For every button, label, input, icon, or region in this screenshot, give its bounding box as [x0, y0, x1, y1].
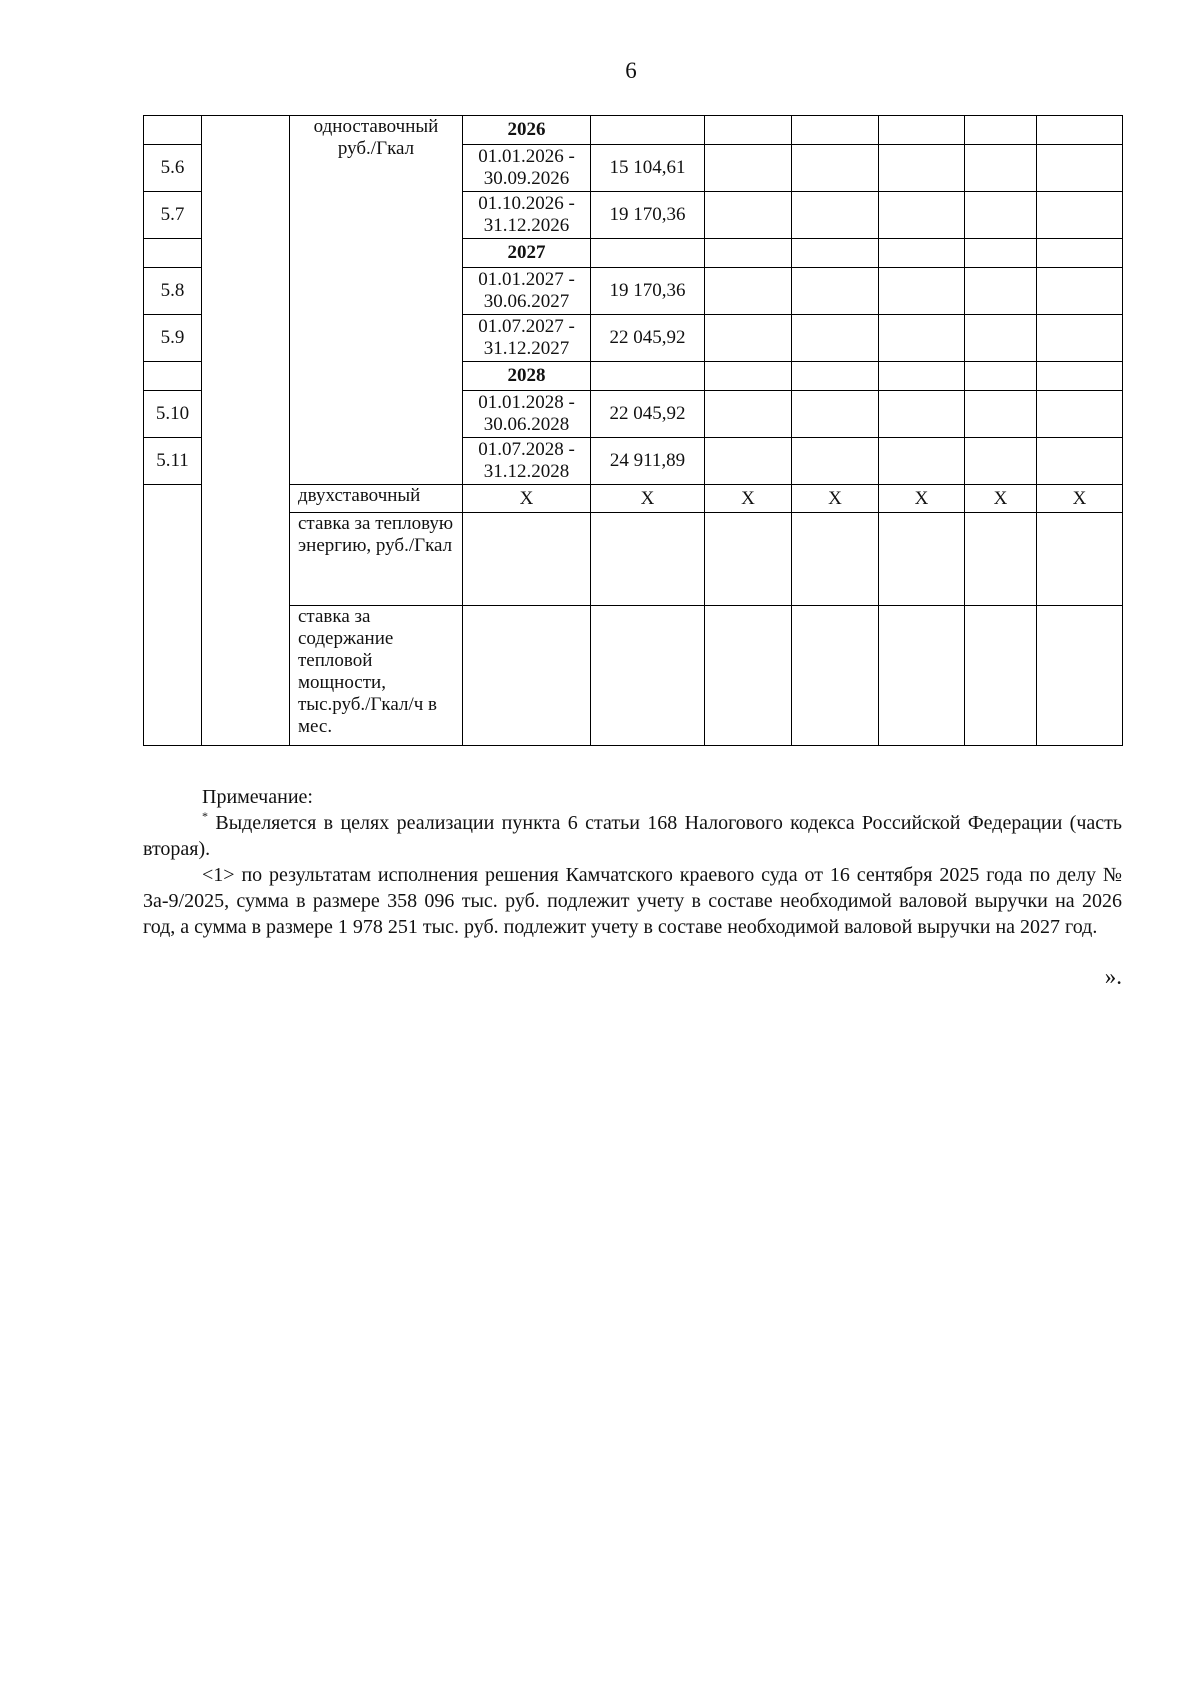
notes-heading: Примечание: [202, 786, 313, 808]
empty-cell [879, 145, 965, 192]
x-mark-cell: X [463, 485, 591, 513]
empty-cell [965, 391, 1037, 438]
empty-cell [705, 391, 792, 438]
empty-cell [705, 192, 792, 239]
rate-capacity-label: ставка за содержание тепловой мощности, тыс.руб./Гкал/ч в мес. [290, 606, 463, 746]
row-number: 5.7 [144, 192, 202, 239]
empty-cell [1037, 362, 1123, 391]
empty-cell [879, 606, 965, 746]
empty-cell [792, 606, 879, 746]
period-cell: 01.10.2026 - 31.12.2026 [463, 192, 591, 239]
x-mark-cell: X [879, 485, 965, 513]
empty-cell [705, 268, 792, 315]
empty-cell [792, 438, 879, 485]
empty-cell [591, 513, 705, 606]
row-number [144, 362, 202, 391]
empty-cell [965, 438, 1037, 485]
group-label-single-rate: одноставочный руб./Гкал [290, 116, 463, 485]
row-number: 5.6 [144, 145, 202, 192]
empty-cell [965, 513, 1037, 606]
empty-cell [879, 192, 965, 239]
empty-cell [1037, 192, 1123, 239]
empty-cell [879, 438, 965, 485]
empty-cell [1037, 513, 1123, 606]
empty-cell [705, 116, 792, 145]
table-row [144, 485, 1123, 513]
value-cell: 19 170,36 [591, 192, 705, 239]
empty-cell [705, 315, 792, 362]
empty-cell [792, 239, 879, 268]
value-cell: 22 045,92 [591, 391, 705, 438]
empty-cell [705, 362, 792, 391]
row-number: 5.10 [144, 391, 202, 438]
row-number [144, 485, 202, 746]
empty-cell [792, 513, 879, 606]
empty-cell [879, 116, 965, 145]
x-mark-cell: X [705, 485, 792, 513]
empty-cell [1037, 438, 1123, 485]
x-mark-cell: X [1037, 485, 1123, 513]
year-cell: 2026 [463, 116, 591, 145]
empty-cell [792, 116, 879, 145]
empty-cell [463, 513, 591, 606]
empty-cell [705, 239, 792, 268]
footnote-text: Выделяется в целях реализации пункта 6 статьи 168 Налогового кодекса Российской Федерации (часть вторая). [143, 812, 1122, 860]
value-cell [591, 116, 705, 145]
empty-cell [463, 606, 591, 746]
empty-cell [705, 145, 792, 192]
x-mark-cell: X [792, 485, 879, 513]
empty-cell [1037, 116, 1123, 145]
table-row [144, 513, 1123, 606]
row-number [144, 116, 202, 145]
empty-cell [879, 239, 965, 268]
period-cell: 01.01.2027 - 30.06.2027 [463, 268, 591, 315]
empty-cell [705, 606, 792, 746]
blank-column-cell [202, 116, 290, 746]
empty-cell [705, 438, 792, 485]
table-row [144, 606, 1123, 746]
empty-cell [1037, 268, 1123, 315]
notes-section [143, 784, 1122, 940]
empty-cell [879, 315, 965, 362]
year-cell: 2028 [463, 362, 591, 391]
rate-heat-energy-label: ставка за тепловую энергию, руб./Гкал [290, 513, 463, 606]
row-number: 5.11 [144, 438, 202, 485]
empty-cell [1037, 391, 1123, 438]
empty-cell [792, 268, 879, 315]
tariff-table [143, 115, 1123, 746]
empty-cell [792, 362, 879, 391]
empty-cell [1037, 315, 1123, 362]
empty-cell [965, 116, 1037, 145]
empty-cell [1037, 606, 1123, 746]
x-mark-cell: X [591, 485, 705, 513]
period-cell: 01.07.2027 - 31.12.2027 [463, 315, 591, 362]
table-row [144, 116, 1123, 145]
empty-cell [1037, 239, 1123, 268]
note-1-paragraph: <1> по результатам исполнения решения Камчатского краевого суда от 16 сентября 2025 года по делу № 3а-9/2025, сумма в размере 358 096 тыс. руб. подлежит учету в составе необходимой валовой выручки на 2026 год, а сумма в размере 1 978 251 тыс. руб. подлежит учету в составе необходимой валовой выручки на 2027 год. [143, 864, 1122, 938]
empty-cell [705, 513, 792, 606]
period-cell: 01.01.2026 - 30.09.2026 [463, 145, 591, 192]
empty-cell [591, 606, 705, 746]
value-cell: 22 045,92 [591, 315, 705, 362]
x-mark-cell: X [965, 485, 1037, 513]
empty-cell [965, 606, 1037, 746]
empty-cell [965, 362, 1037, 391]
footnote-paragraph [143, 810, 1122, 862]
period-cell: 01.01.2028 - 30.06.2028 [463, 391, 591, 438]
value-cell [591, 239, 705, 268]
value-cell [591, 362, 705, 391]
empty-cell [965, 192, 1037, 239]
value-cell: 15 104,61 [591, 145, 705, 192]
empty-cell [965, 315, 1037, 362]
period-cell: 01.07.2028 - 31.12.2028 [463, 438, 591, 485]
empty-cell [792, 315, 879, 362]
empty-cell [879, 268, 965, 315]
value-cell: 24 911,89 [591, 438, 705, 485]
empty-cell [792, 145, 879, 192]
value-cell: 19 170,36 [591, 268, 705, 315]
closing-quote-mark: ». [1104, 964, 1122, 989]
empty-cell [1037, 145, 1123, 192]
empty-cell [792, 192, 879, 239]
row-number: 5.9 [144, 315, 202, 362]
year-cell: 2027 [463, 239, 591, 268]
empty-cell [792, 391, 879, 438]
row-number: 5.8 [144, 268, 202, 315]
empty-cell [879, 362, 965, 391]
page-number: 6 [625, 58, 637, 83]
empty-cell [879, 391, 965, 438]
empty-cell [965, 239, 1037, 268]
row-number [144, 239, 202, 268]
empty-cell [965, 268, 1037, 315]
empty-cell [879, 513, 965, 606]
empty-cell [965, 145, 1037, 192]
footnote-mark: * [202, 809, 208, 823]
group-label-two-rate: двухставочный [290, 485, 463, 513]
